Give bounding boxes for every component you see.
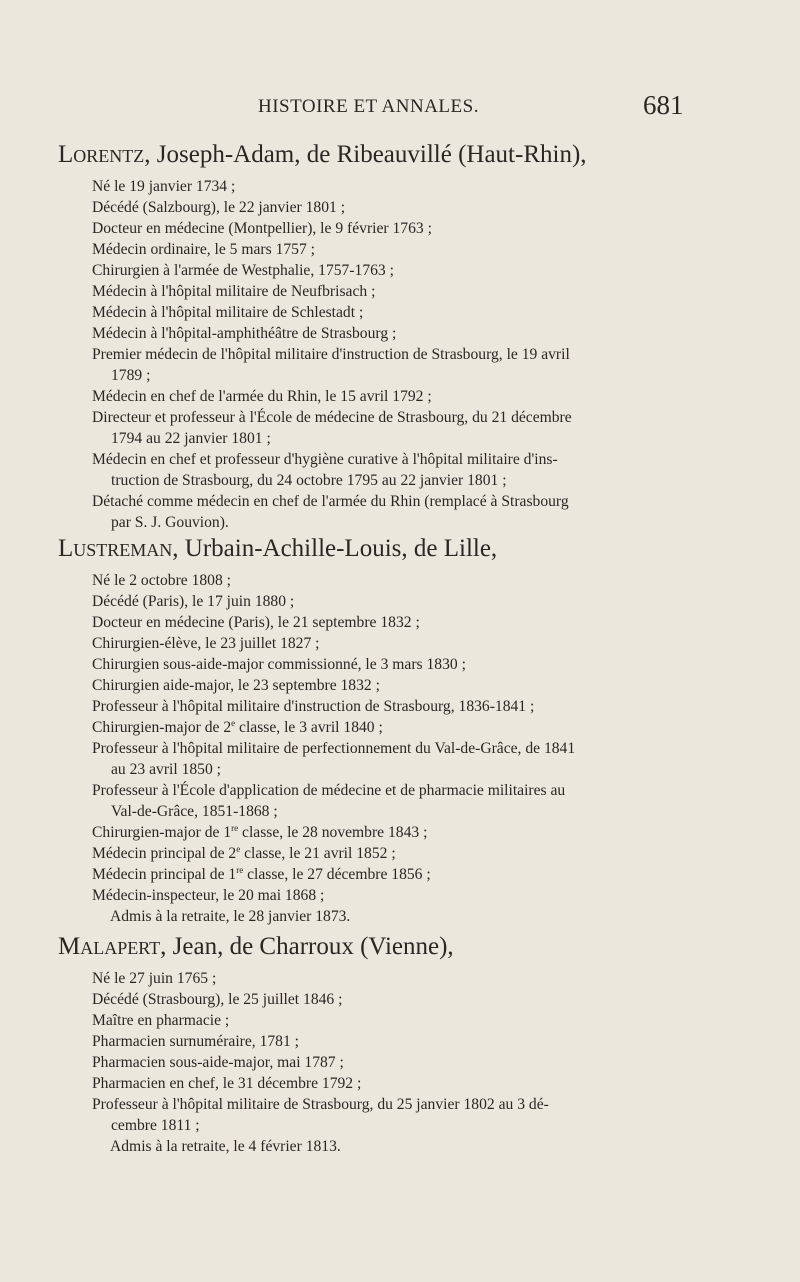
entry-heading xyxy=(58,932,748,962)
career-line: truction de Strasbourg, du 24 octobre 1795 au 22 janvier 1801 ; xyxy=(111,472,507,489)
career-line xyxy=(92,864,748,885)
career-line-text: classe, le 3 avril 1840 ; xyxy=(235,719,383,736)
career-list xyxy=(58,968,748,1157)
entry-heading xyxy=(58,140,748,170)
page-number: 681 xyxy=(643,90,684,120)
career-line-text: classe, le 28 novembre 1843 ; xyxy=(238,824,428,841)
career-line: Pharmacien surnuméraire, 1781 ; xyxy=(92,1033,299,1050)
career-line xyxy=(92,717,748,738)
career-line: Décédé (Salzbourg), le 22 janvier 1801 ; xyxy=(92,199,346,216)
career-line: Chirurgien-élève, le 23 juillet 1827 ; xyxy=(92,635,320,652)
career-line-text: Médecin principal de 1 xyxy=(92,866,237,883)
ordinal-suffix: e xyxy=(236,843,241,854)
entry-heading-rest: , Urbain-Achille-Louis, de Lille, xyxy=(172,535,498,562)
entry-heading xyxy=(58,534,748,564)
career-line: Détaché comme médecin en chef de l'armée du Rhin (remplacé à Strasbourg xyxy=(92,493,569,510)
career-line: Docteur en médecine (Paris), le 21 septembre 1832 ; xyxy=(92,614,420,631)
career-line: 1789 ; xyxy=(111,367,151,384)
career-line: Docteur en médecine (Montpellier), le 9 février 1763 ; xyxy=(92,220,432,237)
running-title: HISTOIRE ET ANNALES. xyxy=(258,96,479,117)
career-line-text: classe, le 21 avril 1852 ; xyxy=(240,845,396,862)
career-line: 1794 au 22 janvier 1801 ; xyxy=(111,430,271,447)
career-line: Médecin à l'hôpital-amphithéâtre de Strasbourg ; xyxy=(92,325,397,342)
career-line: Décédé (Strasbourg), le 25 juillet 1846 ; xyxy=(92,991,343,1008)
career-line: Professeur à l'hôpital militaire d'instruction de Strasbourg, 1836-1841 ; xyxy=(92,698,535,715)
career-line: Médecin à l'hôpital militaire de Schlestadt ; xyxy=(92,304,364,321)
career-line: Médecin à l'hôpital militaire de Neufbrisach ; xyxy=(92,283,376,300)
entry-heading-rest: , Joseph-Adam, de Ribeauvillé (Haut-Rhin), xyxy=(144,141,587,168)
entry-surname: Lorentz xyxy=(58,141,145,168)
running-header xyxy=(0,90,800,126)
career-line: Chirurgien sous-aide-major commissionné, le 3 mars 1830 ; xyxy=(92,656,466,673)
career-line: Pharmacien en chef, le 31 décembre 1792 ; xyxy=(92,1075,362,1092)
career-line: Né le 2 octobre 1808 ; xyxy=(92,572,232,589)
career-line: au 23 avril 1850 ; xyxy=(111,761,222,778)
career-line: Admis à la retraite, le 28 janvier 1873. xyxy=(110,908,351,925)
career-line xyxy=(92,822,748,843)
entry-surname: Malapert xyxy=(58,933,161,960)
career-line: par S. J. Gouvion). xyxy=(111,514,229,531)
career-line: Directeur et professeur à l'École de médecine de Strasbourg, du 21 décembre xyxy=(92,409,572,426)
career-line: Premier médecin de l'hôpital militaire d'instruction de Strasbourg, le 19 avril xyxy=(92,346,570,363)
career-line: Né le 27 juin 1765 ; xyxy=(92,970,217,987)
entry-surname: Lustreman xyxy=(58,535,173,562)
career-line: Admis à la retraite, le 4 février 1813. xyxy=(110,1138,341,1155)
career-line: Pharmacien sous-aide-major, mai 1787 ; xyxy=(92,1054,344,1071)
career-line-text: Médecin principal de 2 xyxy=(92,845,237,862)
career-line: Maître en pharmacie ; xyxy=(92,1012,230,1029)
career-line: Médecin-inspecteur, le 20 mai 1868 ; xyxy=(92,887,325,904)
entry-lustreman xyxy=(58,534,748,927)
career-line-text: Chirurgien-major de 1 xyxy=(92,824,232,841)
entry-malapert xyxy=(58,932,748,1157)
career-line: Décédé (Paris), le 17 juin 1880 ; xyxy=(92,593,295,610)
career-line: Val-de-Grâce, 1851-1868 ; xyxy=(111,803,278,820)
career-line-text: Chirurgien-major de 2 xyxy=(92,719,232,736)
career-list xyxy=(58,570,748,927)
career-line: Professeur à l'École d'application de médecine et de pharmacie militaires au xyxy=(92,782,566,799)
career-line-text: classe, le 27 décembre 1856 ; xyxy=(243,866,431,883)
ordinal-suffix: re xyxy=(236,864,244,875)
ordinal-suffix: e xyxy=(231,717,236,728)
career-list xyxy=(58,176,748,533)
career-line: Professeur à l'hôpital militaire de perfectionnement du Val-de-Grâce, de 1841 xyxy=(92,740,576,757)
ordinal-suffix: re xyxy=(231,822,239,833)
career-line: Né le 19 janvier 1734 ; xyxy=(92,178,236,195)
entry-heading-rest: , Jean, de Charroux (Vienne), xyxy=(160,933,454,960)
career-line: Chirurgien à l'armée de Westphalie, 1757-1763 ; xyxy=(92,262,394,279)
entry-lorentz xyxy=(58,140,748,533)
career-line: Médecin en chef de l'armée du Rhin, le 15 avril 1792 ; xyxy=(92,388,432,405)
career-line: Professeur à l'hôpital militaire de Strasbourg, du 25 janvier 1802 au 3 dé- xyxy=(92,1096,549,1113)
career-line: cembre 1811 ; xyxy=(111,1117,200,1134)
career-line: Médecin ordinaire, le 5 mars 1757 ; xyxy=(92,241,316,258)
career-line: Médecin en chef et professeur d'hygiène curative à l'hôpital militaire d'ins- xyxy=(92,451,558,468)
career-line: Chirurgien aide-major, le 23 septembre 1832 ; xyxy=(92,677,380,694)
career-line xyxy=(92,843,748,864)
